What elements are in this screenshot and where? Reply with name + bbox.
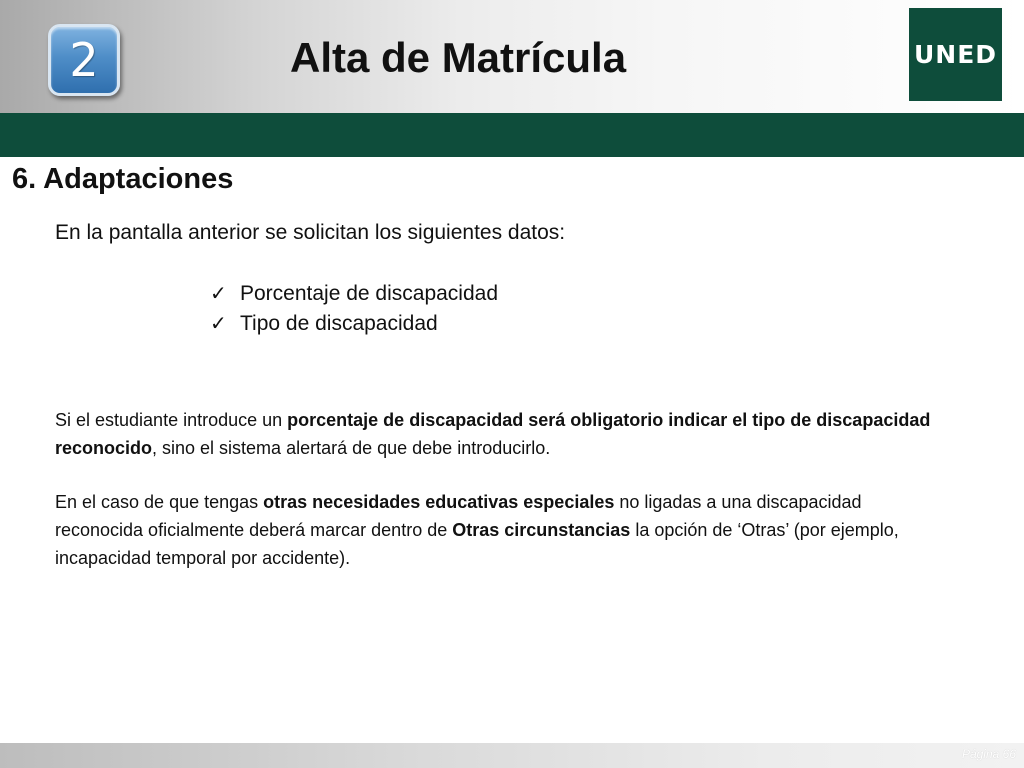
checkmark-icon: ✓ [210,283,227,305]
header-accent-bar [0,113,1024,157]
disability-percentage-paragraph [55,406,935,462]
paragraph-bold-text: porcentaje de discapacidad será obligatorio indicar el tipo de discapacidad reconocido [55,410,931,458]
step-number-badge [48,24,120,96]
step-number: 2 [69,33,99,87]
paragraph-text: no ligadas a una discapacidad reconocida oficialmente deberá marcar dentro de [55,492,862,540]
paragraph-text: En el caso de que tengas [55,492,264,512]
list-item-label: Porcentaje de discapacidad [240,282,499,305]
uned-logo [909,8,1002,101]
paragraph-text: la opción de ‘Otras’ (por ejemplo, incapacidad temporal por accidente). [55,520,899,568]
paragraph-bold-text: Otras circunstancias [452,520,631,540]
paragraph-text: , sino el sistema alertará de que debe introducirlo. [152,438,551,458]
paragraph-bold-text: otras necesidades educativas especiales [263,492,615,512]
logo-text: UNED [913,40,998,69]
list-item-label: Tipo de discapacidad [240,312,438,335]
list-item [210,279,498,309]
section-heading: 6. Adaptaciones [12,163,234,195]
footer-band [0,743,1024,768]
intro-text: En la pantalla anterior se solicitan los siguientes datos: [55,221,566,244]
page-number: Página 66 [961,747,1016,761]
page-title: Alta de Matrícula [290,34,627,81]
special-needs-paragraph [55,488,935,572]
paragraph-text: Si el estudiante introduce un [55,410,288,430]
checkmark-icon: ✓ [210,313,227,335]
data-checklist [210,279,498,339]
list-item [210,309,498,339]
